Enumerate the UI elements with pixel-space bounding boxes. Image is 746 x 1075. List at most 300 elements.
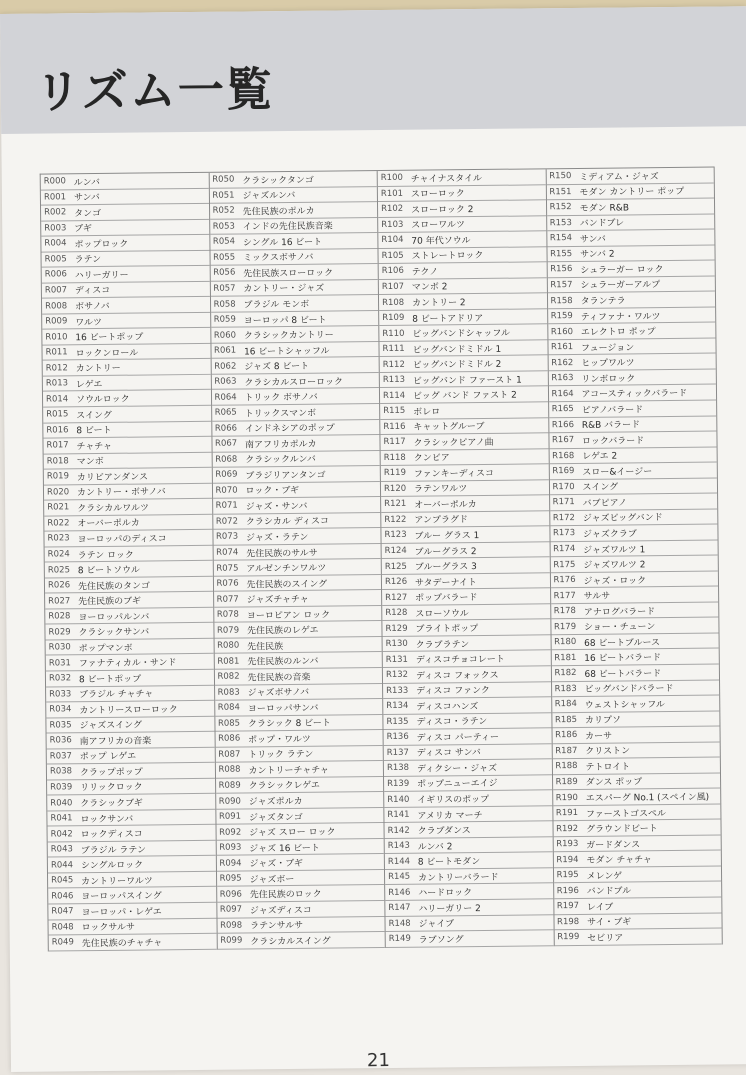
rhythm-row (554, 913, 722, 930)
rhythm-name: ラテンサルサ (250, 921, 304, 932)
rhythm-code: R025 (47, 564, 71, 576)
rhythm-code: R138 (386, 763, 410, 774)
rhythm-name: ブルー グラス 1 (414, 530, 480, 542)
rhythm-code: R091 (218, 811, 242, 822)
rhythm-name: クラシックルンバ (245, 455, 316, 466)
rhythm-row (209, 187, 377, 204)
rhythm-code: R157 (550, 280, 573, 291)
rhythm-code: R188 (555, 761, 578, 772)
rhythm-name: ルンバ (73, 177, 100, 189)
rhythm-name: カントリー・ジャズ (243, 284, 325, 295)
rhythm-row (384, 744, 552, 761)
rhythm-row (216, 870, 384, 887)
rhythm-name: 先住民族の音楽 (247, 672, 311, 684)
rhythm-name: ビッグバンドバラード (584, 684, 674, 696)
rhythm-code: R147 (388, 902, 411, 914)
rhythm-code: R086 (218, 733, 241, 745)
rhythm-name: クラシックサンバ (78, 627, 150, 639)
rhythm-name: ブラジル モンボ (243, 299, 310, 311)
rhythm-code: R163 (551, 373, 574, 384)
rhythm-row (46, 716, 214, 733)
rhythm-row (379, 340, 547, 357)
rhythm-code: R060 (213, 330, 237, 341)
rhythm-name: ディスコ フォックス (415, 670, 499, 682)
rhythm-row (379, 309, 547, 326)
rhythm-code: R004 (44, 238, 67, 249)
rhythm-code: R054 (212, 236, 236, 248)
rhythm-name: アナログバラード (583, 606, 656, 618)
rhythm-code: R162 (551, 357, 574, 368)
rhythm-name: 70 年代ソウル (411, 235, 471, 247)
rhythm-code: R065 (214, 407, 237, 419)
rhythm-row (41, 235, 209, 252)
rhythm-code: R105 (381, 250, 404, 261)
rhythm-row (549, 416, 717, 433)
rhythm-row (386, 930, 554, 947)
rhythm-code: R089 (218, 780, 241, 791)
rhythm-name: クラップポップ (79, 767, 143, 779)
rhythm-row (378, 247, 546, 264)
rhythm-name: クラシカルスローロック (244, 377, 343, 389)
rhythm-name: 南アフリカポルカ (244, 439, 317, 451)
rhythm-code: R198 (556, 916, 580, 927)
rhythm-code: R055 (213, 252, 236, 263)
rhythm-name: モダン チャチャ (586, 855, 652, 867)
rhythm-row (215, 730, 383, 747)
rhythm-name: リンボロック (581, 374, 636, 385)
rhythm-row (382, 604, 550, 621)
rhythm-name: バンドブル (586, 886, 632, 898)
rhythm-code: R136 (386, 732, 409, 743)
rhythm-name: イギリスのポップ (417, 794, 490, 806)
rhythm-code: R053 (212, 221, 235, 232)
rhythm-code: R154 (549, 233, 573, 244)
rhythm-name: メレンゲ (586, 871, 623, 882)
rhythm-name: カーサ (585, 731, 613, 742)
rhythm-code: R062 (214, 361, 237, 372)
rhythm-row (47, 763, 215, 780)
rhythm-name: ラテン (74, 255, 102, 266)
rhythm-name: キャットグルーブ (413, 422, 485, 433)
rhythm-code: R186 (555, 730, 578, 741)
rhythm-row (216, 777, 384, 794)
rhythm-code: R113 (382, 374, 406, 386)
rhythm-row (384, 759, 552, 776)
rhythm-row (547, 214, 715, 231)
rhythm-code: R042 (50, 828, 73, 840)
rhythm-row (46, 685, 214, 702)
rhythm-row (48, 903, 216, 920)
rhythm-row (47, 779, 215, 796)
rhythm-name: スローロック 2 (411, 204, 474, 216)
rhythm-name: トリック ボサノバ (244, 392, 318, 404)
rhythm-name: ピアノバラード (581, 405, 644, 416)
rhythm-name: ヨーロッパルンバ (78, 612, 150, 623)
rhythm-code: R031 (48, 658, 71, 669)
rhythm-code: R072 (215, 516, 239, 527)
rhythm-row (215, 684, 383, 701)
rhythm-code: R150 (549, 171, 572, 182)
rhythm-code: R029 (48, 626, 71, 638)
rhythm-row (213, 513, 381, 530)
rhythm-name: ガードダンス (586, 839, 641, 851)
rhythm-name: ジャズチャチャ (246, 594, 309, 606)
rhythm-code: R026 (47, 580, 71, 591)
rhythm-name: ディスコ (74, 286, 111, 297)
rhythm-code: R187 (555, 745, 578, 757)
rhythm-code: R033 (49, 689, 72, 700)
rhythm-code: R015 (46, 409, 69, 420)
rhythm-code: R092 (219, 827, 242, 838)
rhythm-row (211, 373, 379, 390)
rhythm-row (379, 325, 547, 342)
rhythm-row (46, 654, 214, 671)
rhythm-code: R018 (46, 456, 69, 467)
rhythm-name: ディスコハンズ (416, 701, 479, 713)
rhythm-row (378, 216, 546, 233)
page-title: リズム一覧 (34, 62, 275, 119)
rhythm-code: R078 (216, 609, 239, 620)
rhythm-row (42, 282, 210, 299)
rhythm-name: ポップロック (74, 239, 129, 251)
rhythm-row (49, 934, 217, 951)
rhythm-code: R173 (552, 528, 576, 539)
rhythm-row (211, 357, 379, 374)
rhythm-name: ミックスボサノバ (243, 253, 314, 264)
rhythm-row (553, 866, 721, 883)
rhythm-code: R101 (380, 188, 404, 199)
rhythm-code: R127 (385, 592, 408, 603)
rhythm-code: R121 (384, 499, 407, 510)
rhythm-name: 先住民族のブギ (78, 596, 141, 608)
rhythm-code: R175 (553, 559, 576, 570)
rhythm-name: ビッグバンドシャッフル (412, 328, 510, 340)
rhythm-code: R066 (214, 423, 238, 434)
rhythm-code: R051 (212, 190, 235, 201)
rhythm-name: オーバーポルカ (77, 519, 140, 530)
rhythm-row (215, 746, 383, 763)
rhythm-name: ダンス ポップ (585, 777, 643, 789)
rhythm-name: ジャズビッグバンド (582, 513, 663, 525)
rhythm-name: 16 ビートバラード (584, 653, 662, 665)
rhythm-name: ヨーロッパ 8 ビート (243, 315, 327, 327)
rhythm-name: ブギ (74, 224, 92, 235)
rhythm-code: R104 (381, 235, 404, 246)
rhythm-name: ディクシー・ジャズ (416, 763, 498, 775)
rhythm-code: R076 (216, 578, 239, 589)
rhythm-name: 先住民族のロック (249, 889, 322, 901)
rhythm-code: R045 (51, 875, 74, 886)
rhythm-code: R124 (384, 545, 407, 557)
rhythm-name: ラブソング (418, 934, 464, 946)
rhythm-code: R146 (388, 887, 411, 898)
rhythm-row (380, 418, 548, 435)
rhythm-code: R098 (220, 920, 243, 931)
rhythm-name: クラシックピアノ曲 (413, 437, 494, 449)
rhythm-code: R041 (50, 813, 73, 824)
rhythm-name: ポップ レゲエ (79, 752, 137, 763)
rhythm-code: R143 (387, 840, 410, 852)
rhythm-name: チャイナスタイル (410, 173, 483, 185)
rhythm-row (44, 468, 212, 485)
rhythm-name: ジャズワルツ 2 (583, 560, 646, 571)
rhythm-name: クラシックカントリー (243, 330, 334, 342)
rhythm-code: R192 (556, 823, 579, 834)
rhythm-code: R128 (385, 607, 408, 619)
rhythm-code: R144 (387, 856, 411, 867)
rhythm-code: R117 (383, 437, 406, 448)
rhythm-row (546, 168, 714, 185)
rhythm-name: 8 ビート (76, 426, 112, 437)
rhythm-code: R184 (554, 699, 577, 710)
rhythm-row (552, 773, 720, 790)
rhythm-row (216, 792, 384, 809)
rhythm-name: カリビアンダンス (76, 472, 149, 484)
rhythm-name: ジャズルンバ (242, 191, 296, 202)
rhythm-row (550, 571, 718, 588)
rhythm-code: R190 (555, 792, 578, 803)
rhythm-name: カントリースローロック (79, 705, 178, 717)
rhythm-code: R050 (212, 174, 235, 186)
rhythm-name: ソウルロック (75, 394, 130, 406)
rhythm-column (209, 171, 386, 949)
rhythm-row (549, 478, 717, 495)
rhythm-name: ビッグ バンド ファスト 2 (412, 390, 517, 402)
rhythm-code: R073 (215, 532, 239, 543)
rhythm-name: アンプラグド (414, 515, 469, 527)
rhythm-code: R057 (213, 283, 236, 294)
rhythm-name: ジャズディスコ (249, 905, 312, 917)
rhythm-code: R084 (217, 702, 240, 714)
rhythm-name: ディスコ・ラテン (416, 717, 488, 729)
rhythm-code: R082 (217, 671, 240, 683)
rhythm-row (548, 338, 716, 355)
rhythm-name: カントリーバラード (418, 872, 499, 884)
rhythm-row (214, 637, 382, 654)
rhythm-row (549, 447, 717, 464)
rhythm-row (214, 590, 382, 607)
rhythm-code: R024 (47, 549, 70, 560)
rhythm-row (48, 887, 216, 904)
rhythm-row (551, 618, 719, 635)
rhythm-code: R160 (550, 326, 574, 337)
rhythm-name: インドの先住民族音楽 (242, 221, 333, 233)
rhythm-row (214, 621, 382, 638)
rhythm-name: トリックスマンボ (244, 408, 317, 420)
rhythm-name: クラシカルスイング (250, 936, 331, 948)
rhythm-name: ジャズクラブ (582, 529, 637, 540)
rhythm-name: マンボ 2 (411, 282, 448, 294)
rhythm-name: ヒップワルツ (581, 358, 635, 370)
rhythm-row (551, 649, 719, 666)
rhythm-row (381, 511, 549, 528)
rhythm-name: スイング (582, 482, 619, 494)
rhythm-row (385, 837, 553, 854)
rhythm-code: R164 (551, 388, 574, 399)
rhythm-name: 16 ビートシャッフル (244, 346, 330, 358)
rhythm-name: ラテン ロック (77, 550, 134, 561)
rhythm-code: R049 (51, 937, 74, 948)
rhythm-name: シングル 16 ビート (242, 237, 323, 249)
rhythm-name: レゲエ 2 (582, 451, 618, 463)
rhythm-row (44, 483, 212, 500)
rhythm-row (551, 587, 719, 604)
rhythm-row (212, 451, 380, 468)
rhythm-name: ジャズ 8 ビート (244, 361, 310, 373)
rhythm-code: R118 (383, 452, 406, 463)
rhythm-name: ポップ・ワルツ (248, 734, 311, 746)
rhythm-row (546, 199, 714, 216)
rhythm-row (385, 884, 553, 901)
rhythm-name: 68 ビートバラード (584, 668, 662, 680)
rhythm-name: 先住民族スローロック (243, 268, 334, 280)
rhythm-row (384, 822, 552, 839)
rhythm-code: R058 (213, 299, 236, 310)
rhythm-row (210, 218, 378, 235)
rhythm-code: R081 (217, 656, 240, 667)
rhythm-name: 先住民族のルンバ (247, 656, 319, 668)
rhythm-row (549, 432, 717, 449)
rhythm-code: R151 (549, 186, 572, 198)
rhythm-table (40, 167, 723, 952)
rhythm-row (553, 804, 721, 821)
rhythm-code: R178 (553, 606, 576, 617)
rhythm-row (378, 231, 546, 248)
rhythm-code: R171 (552, 497, 575, 508)
rhythm-code: R169 (552, 466, 575, 477)
rhythm-code: R006 (44, 269, 67, 280)
rhythm-code: R064 (214, 392, 237, 403)
rhythm-name: クラシックレゲエ (248, 781, 320, 792)
rhythm-code: R119 (383, 468, 407, 479)
rhythm-name: ディスコ サンバ (416, 748, 481, 760)
rhythm-code: R149 (388, 934, 411, 945)
rhythm-code: R095 (219, 873, 242, 884)
rhythm-row (41, 219, 209, 236)
rhythm-name: クラシカル ディスコ (245, 517, 330, 528)
rhythm-code: R001 (43, 192, 67, 203)
rhythm-row (41, 173, 209, 190)
rhythm-row (47, 810, 215, 827)
rhythm-row (383, 697, 551, 714)
rhythm-code: R133 (386, 685, 409, 696)
rhythm-row (547, 230, 715, 247)
rhythm-name: ジャズ・ラテン (245, 532, 309, 544)
rhythm-name: インドネシアのポップ (244, 423, 335, 435)
rhythm-name: カントリーワルツ (81, 876, 153, 887)
rhythm-code: R028 (48, 611, 71, 622)
rhythm-row (48, 856, 216, 873)
rhythm-code: R038 (49, 766, 73, 777)
rhythm-name: ボサノバ (75, 301, 110, 313)
rhythm-name: 8 ビートアドリア (412, 313, 484, 325)
rhythm-name: ヨーロッパスイング (81, 891, 162, 903)
rhythm-row (210, 295, 378, 312)
rhythm-row (210, 249, 378, 266)
rhythm-name: スロー&イージー (582, 467, 653, 478)
rhythm-code: R195 (556, 870, 579, 881)
rhythm-row (552, 680, 720, 697)
rhythm-code: R166 (551, 419, 575, 431)
rhythm-name: ジャズボサノバ (247, 688, 310, 699)
rhythm-name: ポップニューエイジ (417, 779, 498, 791)
rhythm-code: R140 (387, 794, 410, 805)
rhythm-code: R110 (382, 328, 405, 339)
rhythm-name: クリストン (585, 746, 631, 758)
rhythm-row (384, 728, 552, 745)
rhythm-code: R005 (44, 254, 67, 265)
rhythm-row (213, 497, 381, 514)
rhythm-row (553, 820, 721, 837)
rhythm-name: ミディアム・ジャズ (579, 171, 659, 183)
rhythm-name: クラシカルワルツ (77, 503, 149, 515)
rhythm-name: ジャズ・サンバ (245, 501, 308, 513)
rhythm-name: ジャズワルツ 1 (583, 544, 646, 556)
rhythm-row (548, 385, 716, 402)
rhythm-row (42, 328, 210, 345)
rhythm-code: R109 (382, 312, 405, 324)
rhythm-row (44, 452, 212, 469)
rhythm-row (380, 387, 548, 404)
rhythm-row (48, 825, 216, 842)
rhythm-code: R046 (51, 890, 74, 902)
rhythm-code: R103 (381, 219, 404, 230)
rhythm-name: ラテンワルツ (413, 484, 468, 496)
rhythm-code: R048 (51, 922, 74, 933)
rhythm-code: R075 (216, 563, 239, 574)
rhythm-code: R161 (550, 342, 574, 353)
rhythm-code: R061 (213, 345, 237, 356)
rhythm-name: ポップマンボ (78, 643, 133, 654)
rhythm-code: R032 (48, 673, 72, 684)
rhythm-row (217, 901, 385, 918)
rhythm-code: R021 (47, 502, 70, 513)
rhythm-code: R112 (382, 359, 405, 370)
rhythm-row (382, 573, 550, 590)
rhythm-row (380, 433, 548, 450)
rhythm-code: R012 (45, 362, 68, 374)
rhythm-name: ジャズボー (249, 874, 295, 886)
rhythm-name: 8 ビートソウル (77, 565, 140, 577)
rhythm-name: アコースティックバラード (581, 389, 688, 401)
rhythm-row (547, 276, 715, 293)
rhythm-code: R168 (552, 450, 575, 462)
rhythm-row (211, 388, 379, 405)
rhythm-name: ティファナ・ワルツ (580, 311, 661, 323)
rhythm-row (385, 868, 553, 885)
rhythm-row (379, 262, 547, 279)
rhythm-code: R102 (381, 204, 404, 215)
rhythm-row (41, 204, 209, 221)
rhythm-row (378, 169, 546, 186)
rhythm-name: サンバ (73, 193, 100, 204)
rhythm-code: R044 (50, 859, 74, 871)
rhythm-row (47, 794, 215, 811)
rhythm-code: R083 (217, 687, 240, 698)
rhythm-row (213, 528, 381, 545)
rhythm-row (552, 742, 720, 759)
rhythm-name: 先住民族のサルサ (246, 548, 318, 559)
rhythm-code: R167 (551, 435, 575, 446)
rhythm-row (384, 775, 552, 792)
rhythm-name: サイ・ブギ (587, 917, 632, 929)
rhythm-row (382, 558, 550, 575)
rhythm-row (548, 369, 716, 386)
rhythm-code: R022 (47, 518, 70, 529)
rhythm-row (381, 449, 549, 466)
rhythm-code: R059 (213, 314, 236, 325)
rhythm-row (378, 185, 546, 202)
